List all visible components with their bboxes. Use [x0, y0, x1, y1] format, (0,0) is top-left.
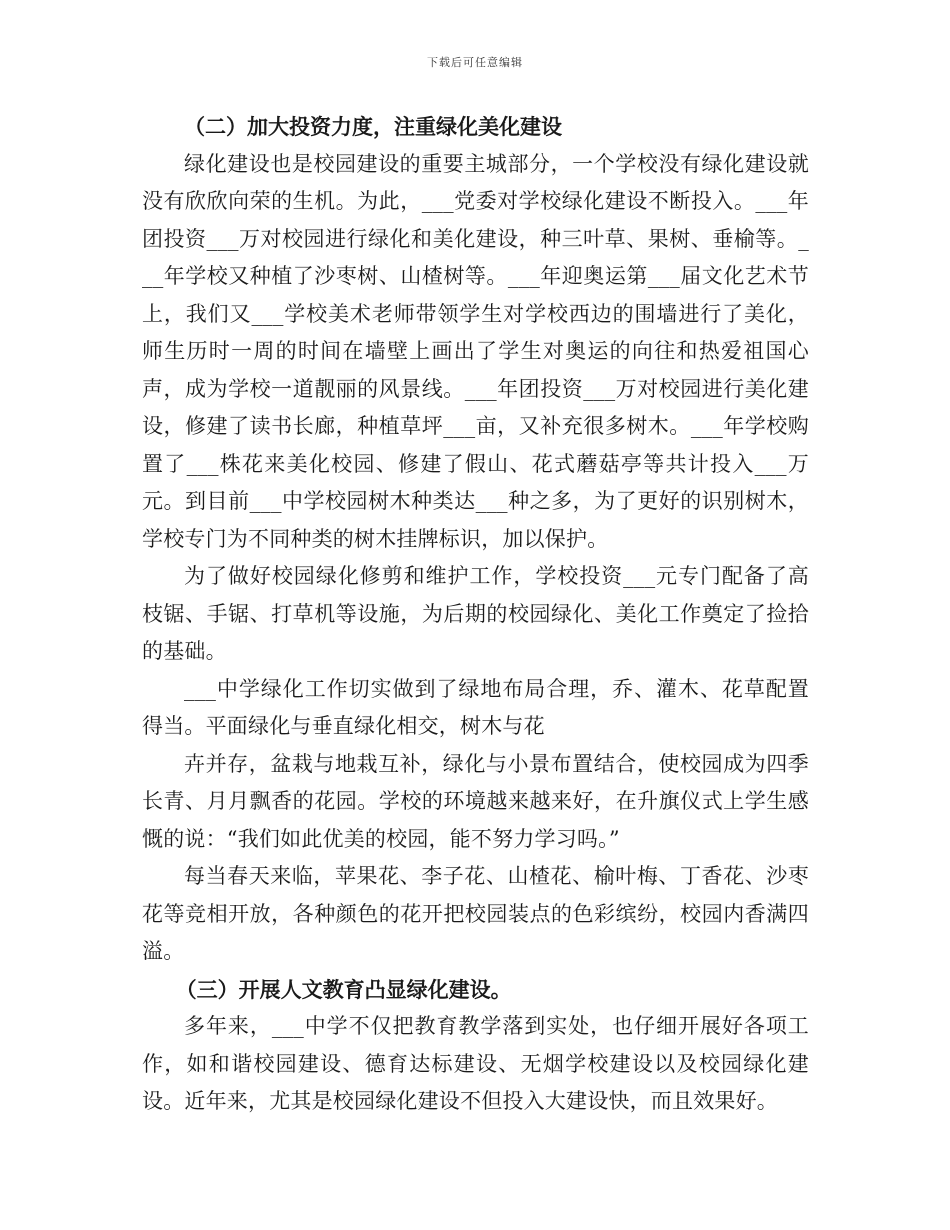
paragraph: 卉并存，盆栽与地栽互补，绿化与小景布置结合，使校园成为四季长青、月月飘香的花园。学校的环境越来越来好，在升旗仪式上学生感慨的说：“我们如此优美的校园，能不努力学习吗。” — [142, 751, 809, 851]
section-3-heading: （三）开展人文教育凸显绿化建设。 — [175, 976, 512, 1002]
section-2-heading: （二）加大投资力度，注重绿化美化建设 — [184, 114, 562, 139]
header-note: 下载后可任意编辑 — [427, 56, 523, 69]
paragraph: 为了做好校园绿化修剪和维护工作，学校投资___元专门配备了高枝锯、手锯、打草机等设施，为后期的校园绿化、美化工作奠定了捡拾的基础。 — [142, 564, 809, 663]
paragraph: 绿化建设也是校园建设的重要主城部分，一个学校没有绿化建设就没有欣欣向荣的生机。为此，___党委对学校绿化建设不断投入。___年团投资___万对校园进行绿化和美化建设，种三叶草、果树、垂榆等。___年学校又种植了沙枣树、山楂树等。___年迎奥运第___届文化艺术节上，我们又___学校美术老师带领学生对学校西边的围墙进行了美化，师生历时一周的时间在墙壁上画出了学生对奥运的向往和热爱祖国心声，成为学校一道靓丽的风景线。___年团投资___万对校园进行美化建设，修建了读书长廊，种植草坪___亩，又补充很多树木。___年学校购置了___株花来美化校园、修建了假山、花式蘑菇亭等共计投入___万元。到目前___中学校园树木种类达___种之多，为了更好的识别树木，学校专门为不同种类的树木挂牌标识，加以保护。 — [142, 151, 809, 551]
paragraph: 每当春天来临，苹果花、李子花、山楂花、榆叶梅、丁香花、沙枣花等竞相开放，各种颜色的花开把校园装点的色彩缤纷，校园内香满四溢。 — [142, 864, 809, 963]
paragraph: ___中学绿化工作切实做到了绿地布局合理，乔、灌木、花草配置得当。平面绿化与垂直绿化相交，树木与花 — [142, 676, 809, 738]
paragraph: 多年来，___中学不仅把教育教学落到实处，也仔细开展好各项工作，如和谐校园建设、德育达标建设、无烟学校建设以及校园绿化建设。近年来，尤其是校园绿化建设不但投入大建设快，而且效果好。 — [142, 1014, 809, 1113]
document-body — [142, 108, 809, 1121]
